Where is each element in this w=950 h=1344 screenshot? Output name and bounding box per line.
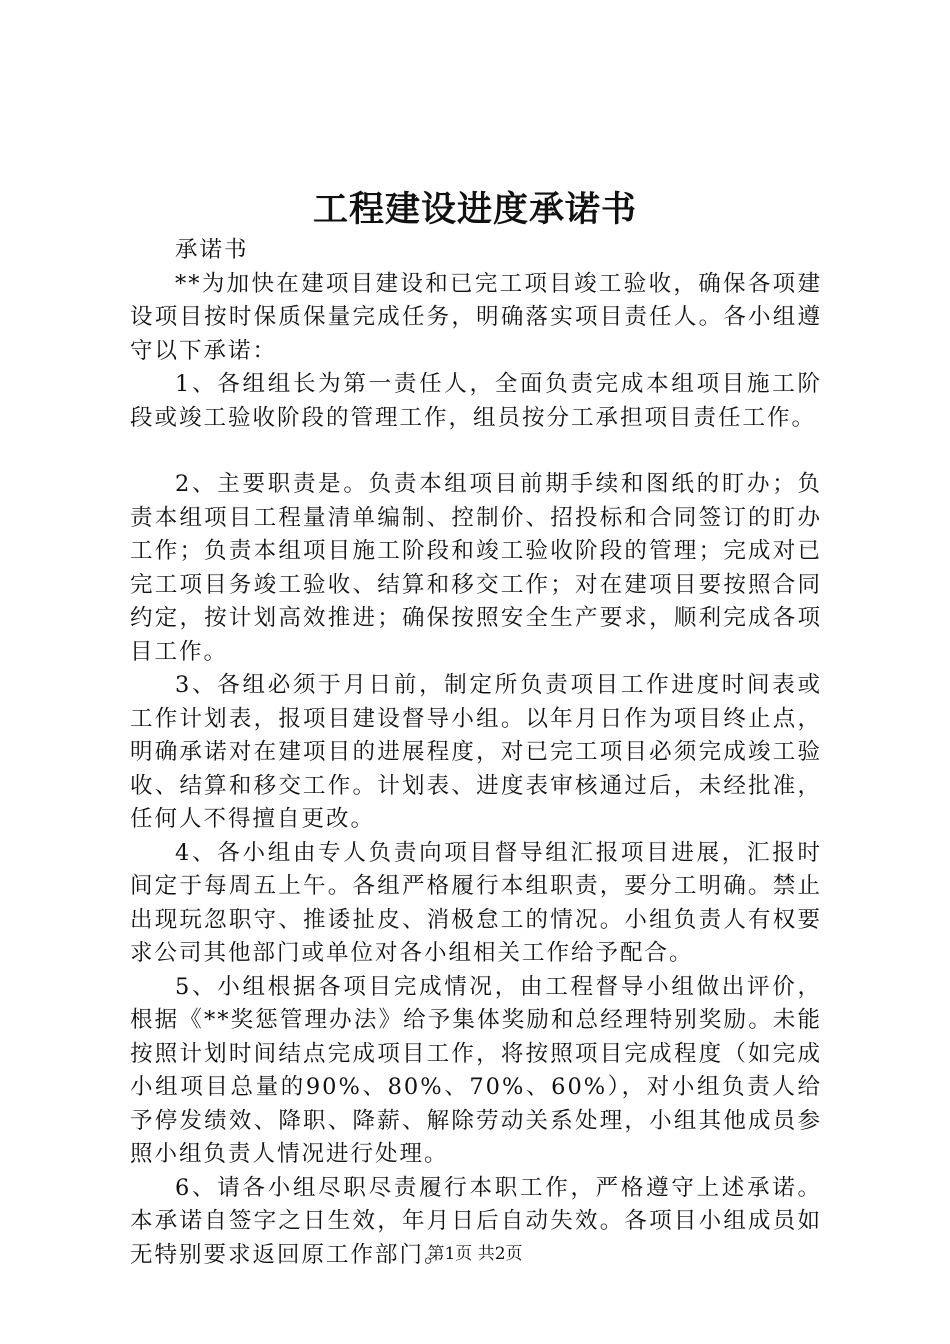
paragraph-item-6: 6、请各小组尽职尽责履行本职工作，严格遵守上述承诺。本承诺自签字之日生效，年月日后自动失效。各项目小组成员如无特别要求返回原工作部门。 (130, 1174, 822, 1268)
paragraph-item-5: 5、小组根据各项目完成情况，由工程督导小组做出评价，根据《**奖惩管理办法》给予集体奖励和总经理特别奖励。未能按照计划时间结点完成项目工作，将按照项目完成程度（如完成小组项目总量的90%、80%、70%、60%），对小组负责人给予停发绩效、降职、降薪、解除劳动关系处理，小组其他成员参照小组负责人情况进行处理。 (130, 973, 822, 1167)
paragraph-intro: **为加快在建项目建设和已完工项目竣工验收，确保各项建设项目按时保质保量完成任务，明确落实项目责任人。各小组遵守以下承诺： (130, 270, 822, 364)
paragraph-item-2: 2、主要职责是。负责本组项目前期手续和图纸的盯办；负责本组项目工程量清单编制、控制价、招投标和合同签订的盯办工作；负责本组项目施工阶段和竣工验收阶段的管理；完成对已完工项目务竣工验收、结算和移交工作；对在建项目要按照合同约定，按计划高效推进；确保按照安全生产要求，顺利完成各项目工作。 (130, 471, 822, 665)
page-number: 第1页 共2页 (427, 1244, 523, 1264)
paragraph-item-1: 1、各组组长为第一责任人，全面负责完成本组项目施工阶段或竣工验收阶段的管理工作，组员按分工承担项目责任工作。 (130, 371, 822, 431)
paragraph-heading: 承诺书 (175, 237, 249, 263)
document-title: 工程建设进度承诺书 (312, 189, 637, 230)
paragraph-item-4: 4、各小组由专人负责向项目督导组汇报项目进展，汇报时间定于每周五上午。各组严格履行本组职责，要分工明确。禁止出现玩忽职守、推诿扯皮、消极怠工的情况。小组负责人有权要求公司其他部门或单位对各小组相关工作给予配合。 (130, 839, 822, 966)
document-body (130, 234, 822, 1272)
paragraph-item-3: 3、各组必须于月日前，制定所负责项目工作进度时间表或工作计划表，报项目建设督导小组。以年月日作为项目终止点，明确承诺对在建项目的进展程度，对已完工项目必须完成竣工验收、结算和移交工作。计划表、进度表审核通过后，未经批准，任何人不得擅自更改。 (130, 672, 822, 832)
